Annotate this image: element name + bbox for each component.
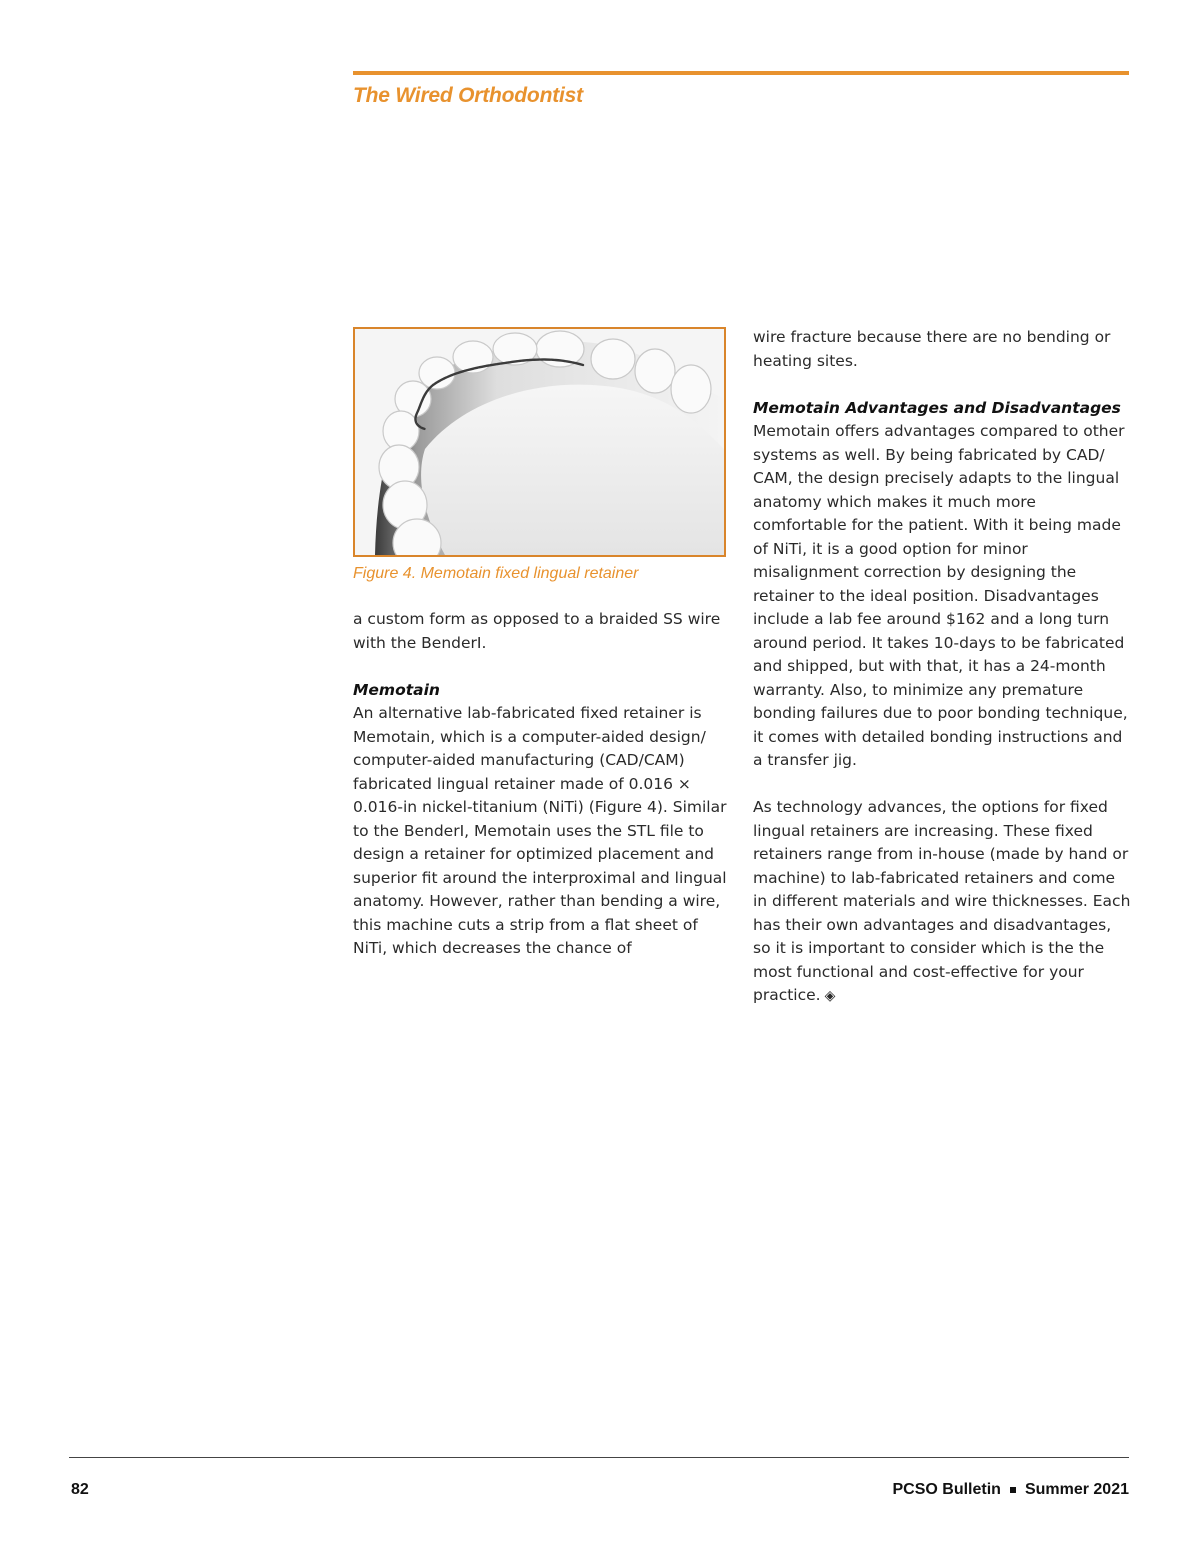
- left-paragraph-2: An alternative lab-fabricated fixed retainer is Memotain, which is a computer-aided design/ computer-aided manufacturing (CAD/CAM) fabricated lingual retainer made of 0.016 × 0.016-in nickel-titanium (NiTi) (Figure 4). Similar to the BenderI, Memotain uses the STL file to design a retainer for optimized placement and superior fit around the interproximal and lingual anatomy. However, rather than bending a wire, this machine cuts a strip from a flat sheet of NiTi, which decreases the chance of: [353, 704, 727, 957]
- figure-caption-text: Memotain fixed lingual retainer: [420, 565, 639, 582]
- section-title: The Wired Orthodontist: [353, 84, 583, 107]
- right-paragraph-1: wire fracture because there are no bending or heating sites.: [753, 328, 1111, 370]
- figure-4: [353, 327, 726, 583]
- issue-date: Summer 2021: [1024, 1481, 1129, 1498]
- footer-separator-icon: [1010, 1487, 1016, 1493]
- page-number: 82: [71, 1481, 89, 1498]
- figure-caption-label: Figure 4.: [353, 565, 417, 582]
- figure-caption: [353, 565, 726, 583]
- publication-name: PCSO Bulletin: [892, 1481, 1001, 1498]
- footer-publication: [892, 1481, 1129, 1499]
- header-rule: [353, 71, 1129, 75]
- figure-image-frame: [353, 327, 726, 557]
- right-paragraph-2: Memotain offers advantages compared to other systems as well. By being fabricated by CAD/ CAM, the design precisely adapts to the lingual anatomy which makes it much more comfortable for the patient. With it being made of NiTi, it is a good option for minor misalignment correction by designing the retainer to the ideal position. Disadvantages include a lab fee around $162 and a long turn around period. It takes 10-days to be fabricated and shipped, but with that, it has a 24-month warranty. Also, to minimize any premature bonding failures due to poor bonding technique, it comes with detailed bonding instructions and a transfer jig.: [753, 422, 1128, 769]
- dental-arch-retainer-illustration: [355, 329, 724, 555]
- left-column: [353, 608, 729, 984]
- left-paragraph-1: a custom form as opposed to a braided SS wire with the BenderI.: [353, 610, 721, 652]
- end-of-article-icon: ◈: [824, 988, 836, 1004]
- memotain-heading: Memotain: [353, 680, 440, 699]
- advantages-heading: Memotain Advantages and Disadvantages: [753, 398, 1121, 417]
- footer-rule: [69, 1457, 1129, 1458]
- right-paragraph-3-text: As technology advances, the options for fixed lingual retainers are increasing. These fixed retainers range from in-house (made by hand or machine) to lab-fabricated retainers and come in different materials and wire thicknesses. Each has their own advantages and disadvantages, so it is important to consider which is the the most functional and cost-effective for your practice.: [753, 798, 1131, 1004]
- right-paragraph-3: [753, 796, 1131, 1009]
- right-column: [753, 326, 1131, 1032]
